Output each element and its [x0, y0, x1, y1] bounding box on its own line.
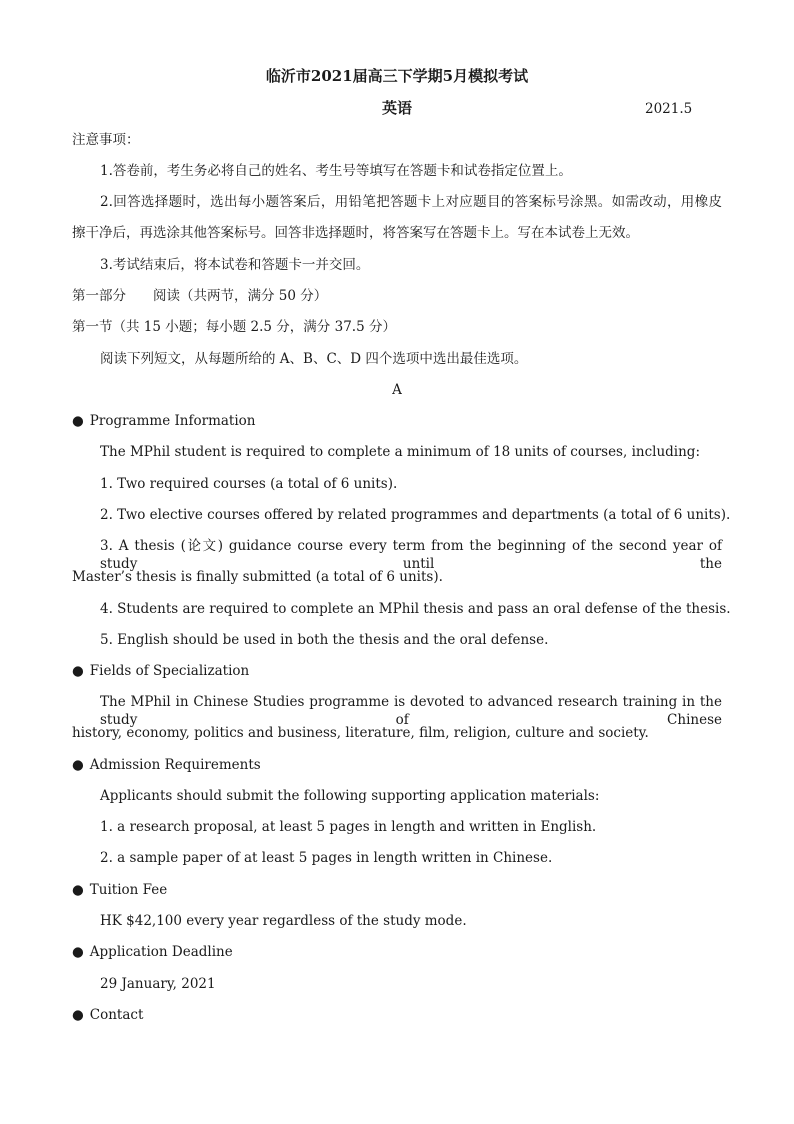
fields-line-1: The MPhil in Chinese Studies programme is devoted to advanced research training in the study of Chinese: [100, 694, 722, 728]
reading-instruction: 阅读下列短文，从每题所给的 A、B、C、D 四个选项中选出最佳选项。: [100, 351, 528, 367]
programme-item-1: 1. Two required courses (a total of 6 units).: [100, 476, 398, 492]
section-one-heading: 第一节（共 15 小题；每小题 2.5 分，满分 37.5 分）: [72, 319, 396, 335]
exam-title: 临沂市2021届高三下学期5月模拟考试: [265, 67, 529, 85]
part-one-heading: 第一部分 阅读（共两节，满分 50 分）: [72, 288, 328, 304]
passage-label: A: [392, 382, 402, 398]
programme-info-heading-text: Programme Information: [89, 413, 256, 429]
notes-item-3: 3.考试结束后，将本试卷和答题卡一并交回。: [100, 257, 370, 273]
programme-item-3-line-2: Master’s thesis is finally submitted (a total of 6 units).: [72, 569, 443, 585]
admission-heading: [72, 756, 261, 774]
bullet-icon: ●: [72, 663, 84, 679]
fields-line-2: history, economy, politics and business, literature, film, religion, culture and society.: [72, 725, 649, 741]
programme-item-4: 4. Students are required to complete an MPhil thesis and pass an oral defense of the thesis.: [100, 601, 731, 617]
subject-title: 英语: [381, 99, 412, 117]
programme-intro: The MPhil student is required to complete a minimum of 18 units of courses, including:: [100, 444, 700, 460]
programme-info-heading: [72, 412, 256, 430]
programme-item-3-line-1: 3. A thesis (论文) guidance course every term from the beginning of the second year of study until the: [100, 538, 722, 572]
admission-heading-text: Admission Requirements: [89, 757, 261, 773]
bullet-icon: ●: [72, 882, 84, 898]
admission-item-1: 1. a research proposal, at least 5 pages in length and written in English.: [100, 819, 597, 835]
tuition-heading: [72, 881, 167, 899]
fields-heading-text: Fields of Specialization: [89, 663, 250, 679]
admission-item-2: 2. a sample paper of at least 5 pages in length written in Chinese.: [100, 850, 553, 866]
programme-item-5: 5. English should be used in both the thesis and the oral defense.: [100, 632, 549, 648]
exam-date: 2021.5: [645, 101, 693, 117]
notes-heading: 注意事项：: [72, 132, 140, 148]
bullet-icon: ●: [72, 1007, 84, 1023]
fields-heading: [72, 662, 249, 680]
deadline-heading-text: Application Deadline: [89, 944, 233, 960]
deadline-heading: [72, 943, 233, 961]
notes-item-2-line-1: 2.回答选择题时，选出每小题答案后，用铅笔把答题卡上对应题目的答案标号涂黑。如需改动，用橡皮: [100, 194, 722, 210]
contact-heading-text: Contact: [89, 1007, 144, 1023]
programme-item-2: 2. Two elective courses offered by related programmes and departments (a total of 6 units).: [100, 507, 731, 523]
admission-intro: Applicants should submit the following supporting application materials:: [100, 788, 600, 804]
bullet-icon: ●: [72, 757, 84, 773]
tuition-heading-text: Tuition Fee: [89, 882, 168, 898]
notes-item-1: 1.答卷前，考生务必将自己的姓名、考生号等填写在答题卡和试卷指定位置上。: [100, 163, 572, 179]
bullet-icon: ●: [72, 944, 84, 960]
deadline-text: 29 January, 2021: [100, 976, 216, 992]
contact-heading: [72, 1006, 143, 1024]
tuition-text: HK $42,100 every year regardless of the study mode.: [100, 913, 467, 929]
bullet-icon: ●: [72, 413, 84, 429]
notes-item-2-line-2: 擦干净后，再选涂其他答案标号。回答非选择题时，将答案写在答题卡上。写在本试卷上无效。: [72, 225, 639, 241]
